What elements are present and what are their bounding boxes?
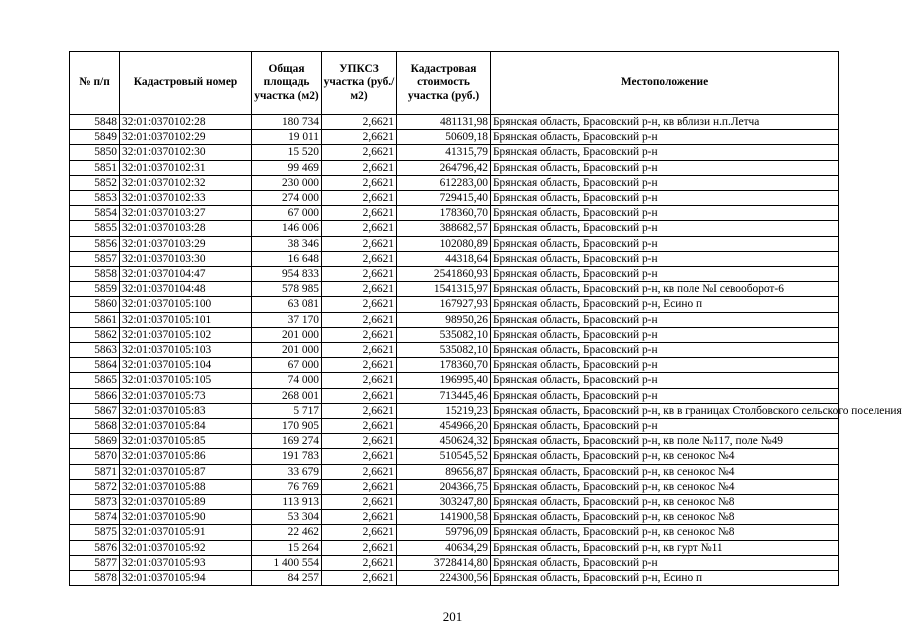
cell-area: 274 000: [252, 191, 322, 206]
cell-cadastral-number: 32:01:0370103:27: [120, 206, 252, 221]
cell-cost: 59796,09: [397, 525, 491, 540]
table-row: [70, 191, 839, 206]
cell-location: Брянская область, Брасовский р-н: [491, 191, 839, 206]
cell-rate: 2,6621: [322, 327, 397, 342]
cell-rate: 2,6621: [322, 282, 397, 297]
cell-cadastral-number: 32:01:0370105:87: [120, 464, 252, 479]
cell-cost: 264796,42: [397, 160, 491, 175]
cell-location: Брянская область, Брасовский р-н: [491, 358, 839, 373]
cell-cost: 729415,40: [397, 191, 491, 206]
cell-location: Брянская область, Брасовский р-н, кв сенокос №4: [491, 479, 839, 494]
cell-rate: 2,6621: [322, 343, 397, 358]
cell-cadastral-number: 32:01:0370103:29: [120, 236, 252, 251]
cell-rate: 2,6621: [322, 449, 397, 464]
cell-location: Брянская область, Брасовский р-н: [491, 221, 839, 236]
cell-num: 5873: [70, 495, 120, 510]
cell-area: 74 000: [252, 373, 322, 388]
cell-area: 201 000: [252, 343, 322, 358]
cell-rate: 2,6621: [322, 403, 397, 418]
table-row: [70, 221, 839, 236]
cell-num: 5855: [70, 221, 120, 236]
cell-cost: 44318,64: [397, 251, 491, 266]
cell-rate: 2,6621: [322, 419, 397, 434]
header-location: Местоположение: [491, 52, 839, 115]
cell-location: Брянская область, Брасовский р-н, кв вблизи н.п.Летча: [491, 115, 839, 130]
cell-area: 169 274: [252, 434, 322, 449]
cell-location: Брянская область, Брасовский р-н: [491, 145, 839, 160]
cell-cadastral-number: 32:01:0370105:104: [120, 358, 252, 373]
table-row: [70, 449, 839, 464]
cell-num: 5874: [70, 510, 120, 525]
cell-cadastral-number: 32:01:0370105:90: [120, 510, 252, 525]
cell-num: 5861: [70, 312, 120, 327]
cell-num: 5849: [70, 130, 120, 145]
cell-cadastral-number: 32:01:0370105:86: [120, 449, 252, 464]
cell-location: Брянская область, Брасовский р-н, кв сенокос №8: [491, 525, 839, 540]
table-row: [70, 525, 839, 540]
cell-num: 5872: [70, 479, 120, 494]
cell-num: 5854: [70, 206, 120, 221]
table-row: [70, 358, 839, 373]
table-row: [70, 479, 839, 494]
cell-area: 954 833: [252, 267, 322, 282]
cell-location: Брянская область, Брасовский р-н: [491, 312, 839, 327]
cell-rate: 2,6621: [322, 236, 397, 251]
cell-location: Брянская область, Брасовский р-н: [491, 175, 839, 190]
cell-cadastral-number: 32:01:0370102:31: [120, 160, 252, 175]
cell-cost: 102080,89: [397, 236, 491, 251]
table-row: [70, 571, 839, 586]
table-row: [70, 115, 839, 130]
cell-cost: 40634,29: [397, 540, 491, 555]
cell-cost: 141900,58: [397, 510, 491, 525]
cell-num: 5852: [70, 175, 120, 190]
cell-cadastral-number: 32:01:0370102:28: [120, 115, 252, 130]
cell-cost: 450624,32: [397, 434, 491, 449]
cell-cadastral-number: 32:01:0370105:92: [120, 540, 252, 555]
cell-area: 15 520: [252, 145, 322, 160]
cell-area: 268 001: [252, 388, 322, 403]
cell-area: 170 905: [252, 419, 322, 434]
cell-cost: 535082,10: [397, 327, 491, 342]
table-row: [70, 236, 839, 251]
cell-location: Брянская область, Брасовский р-н: [491, 555, 839, 570]
cell-cadastral-number: 32:01:0370105:85: [120, 434, 252, 449]
cell-cost: 510545,52: [397, 449, 491, 464]
cell-cadastral-number: 32:01:0370105:93: [120, 555, 252, 570]
cell-location: Брянская область, Брасовский р-н, Есино п: [491, 571, 839, 586]
cell-num: 5850: [70, 145, 120, 160]
cell-area: 67 000: [252, 206, 322, 221]
cell-num: 5865: [70, 373, 120, 388]
cell-cadastral-number: 32:01:0370105:105: [120, 373, 252, 388]
cell-rate: 2,6621: [322, 358, 397, 373]
table-row: [70, 464, 839, 479]
table-row: [70, 145, 839, 160]
cell-location: Брянская область, Брасовский р-н: [491, 236, 839, 251]
cell-area: 191 783: [252, 449, 322, 464]
cell-rate: 2,6621: [322, 373, 397, 388]
cell-cost: 41315,79: [397, 145, 491, 160]
cell-rate: 2,6621: [322, 130, 397, 145]
cell-cadastral-number: 32:01:0370105:102: [120, 327, 252, 342]
cell-rate: 2,6621: [322, 251, 397, 266]
cell-location: Брянская область, Брасовский р-н: [491, 343, 839, 358]
cell-cost: 1541315,97: [397, 282, 491, 297]
cell-rate: 2,6621: [322, 160, 397, 175]
cell-cadastral-number: 32:01:0370102:30: [120, 145, 252, 160]
cell-location: Брянская область, Брасовский р-н, кв сенокос №4: [491, 449, 839, 464]
table-row: [70, 175, 839, 190]
table-row: [70, 434, 839, 449]
cell-location: Брянская область, Брасовский р-н: [491, 160, 839, 175]
cell-rate: 2,6621: [322, 297, 397, 312]
table-row: [70, 540, 839, 555]
table-row: [70, 160, 839, 175]
cell-num: 5851: [70, 160, 120, 175]
cell-rate: 2,6621: [322, 145, 397, 160]
table-row: [70, 388, 839, 403]
cell-location: Брянская область, Брасовский р-н, кв сенокос №4: [491, 464, 839, 479]
cell-cost: 454966,20: [397, 419, 491, 434]
table-row: [70, 327, 839, 342]
cell-num: 5848: [70, 115, 120, 130]
header-cost: Кадастровая стоимость участка (руб.): [397, 52, 491, 115]
cell-cost: 196995,40: [397, 373, 491, 388]
cell-cost: 15219,23: [397, 403, 491, 418]
cell-cadastral-number: 32:01:0370102:29: [120, 130, 252, 145]
cell-area: 113 913: [252, 495, 322, 510]
cell-cost: 178360,70: [397, 206, 491, 221]
table-body: [70, 115, 902, 586]
cell-cost: 388682,57: [397, 221, 491, 236]
cell-area: 84 257: [252, 571, 322, 586]
table-row: [70, 555, 839, 570]
table-row: [70, 251, 839, 266]
cell-cost: 178360,70: [397, 358, 491, 373]
table-row: [70, 282, 839, 297]
cell-rate: 2,6621: [322, 540, 397, 555]
page-number: 201: [442, 609, 463, 624]
cell-area: 578 985: [252, 282, 322, 297]
cell-location: Брянская область, Брасовский р-н: [491, 267, 839, 282]
cell-cadastral-number: 32:01:0370105:94: [120, 571, 252, 586]
table-row: [70, 419, 839, 434]
cell-num: 5857: [70, 251, 120, 266]
cell-cost: 713445,46: [397, 388, 491, 403]
cell-location: Брянская область, Брасовский р-н: [491, 388, 839, 403]
table-row: [70, 510, 839, 525]
table-row: [70, 206, 839, 221]
cell-area: 19 011: [252, 130, 322, 145]
cell-area: 15 264: [252, 540, 322, 555]
cell-num: 5878: [70, 571, 120, 586]
cell-cadastral-number: 32:01:0370105:83: [120, 403, 252, 418]
cell-rate: 2,6621: [322, 495, 397, 510]
table-row: [70, 130, 839, 145]
cell-num: 5853: [70, 191, 120, 206]
cell-num: 5856: [70, 236, 120, 251]
cell-num: 5860: [70, 297, 120, 312]
cell-num: 5869: [70, 434, 120, 449]
cell-area: 99 469: [252, 160, 322, 175]
cell-rate: 2,6621: [322, 267, 397, 282]
cell-cost: 98950,26: [397, 312, 491, 327]
cell-rate: 2,6621: [322, 464, 397, 479]
cell-rate: 2,6621: [322, 175, 397, 190]
cell-cost: 535082,10: [397, 343, 491, 358]
table-row: [70, 403, 839, 418]
cell-cadastral-number: 32:01:0370102:32: [120, 175, 252, 190]
cell-location: Брянская область, Брасовский р-н: [491, 206, 839, 221]
cell-area: 53 304: [252, 510, 322, 525]
cell-cadastral-number: 32:01:0370105:100: [120, 297, 252, 312]
cell-cadastral-number: 32:01:0370105:88: [120, 479, 252, 494]
cell-cost: 2541860,93: [397, 267, 491, 282]
cell-area: 16 648: [252, 251, 322, 266]
cell-rate: 2,6621: [322, 525, 397, 540]
cell-cost: 481131,98: [397, 115, 491, 130]
cell-rate: 2,6621: [322, 221, 397, 236]
cell-area: 33 679: [252, 464, 322, 479]
cell-num: 5876: [70, 540, 120, 555]
cell-cost: 224300,56: [397, 571, 491, 586]
cadastral-table: [69, 51, 902, 586]
cell-location: Брянская область, Брасовский р-н, кв сенокос №8: [491, 495, 839, 510]
cell-cost: 50609,18: [397, 130, 491, 145]
header-rate: УПКСЗ участка (руб./м2): [322, 52, 397, 115]
cell-cadastral-number: 32:01:0370105:73: [120, 388, 252, 403]
cell-cadastral-number: 32:01:0370103:28: [120, 221, 252, 236]
cell-area: 146 006: [252, 221, 322, 236]
cell-area: 37 170: [252, 312, 322, 327]
cell-cost: 303247,80: [397, 495, 491, 510]
table-row: [70, 267, 839, 282]
cell-cost: 89656,87: [397, 464, 491, 479]
cell-num: 5866: [70, 388, 120, 403]
cell-area: 5 717: [252, 403, 322, 418]
cell-num: 5862: [70, 327, 120, 342]
cell-location: Брянская область, Брасовский р-н, кв поле №I севооборот-6: [491, 282, 839, 297]
cell-cadastral-number: 32:01:0370105:89: [120, 495, 252, 510]
cell-num: 5877: [70, 555, 120, 570]
cell-num: 5870: [70, 449, 120, 464]
table-row: [70, 297, 839, 312]
cell-rate: 2,6621: [322, 434, 397, 449]
cell-rate: 2,6621: [322, 191, 397, 206]
cell-area: 67 000: [252, 358, 322, 373]
cell-rate: 2,6621: [322, 206, 397, 221]
table-row: [70, 495, 839, 510]
cell-num: 5863: [70, 343, 120, 358]
cell-area: 1 400 554: [252, 555, 322, 570]
cell-area: 201 000: [252, 327, 322, 342]
cell-rate: 2,6621: [322, 312, 397, 327]
cell-cadastral-number: 32:01:0370105:84: [120, 419, 252, 434]
table-row: [70, 343, 839, 358]
table-header-row: [70, 52, 839, 115]
cell-num: 5868: [70, 419, 120, 434]
cell-rate: 2,6621: [322, 115, 397, 130]
table-row: [70, 373, 839, 388]
cell-cost: 612283,00: [397, 175, 491, 190]
cell-cadastral-number: 32:01:0370104:47: [120, 267, 252, 282]
cell-location: Брянская область, Брасовский р-н, кв в границах Столбовского сельского поселения: [491, 403, 839, 418]
cell-cadastral-number: 32:01:0370103:30: [120, 251, 252, 266]
cell-area: 38 346: [252, 236, 322, 251]
cell-location: Брянская область, Брасовский р-н, кв сенокос №8: [491, 510, 839, 525]
cell-rate: 2,6621: [322, 388, 397, 403]
cell-rate: 2,6621: [322, 479, 397, 494]
cell-location: Брянская область, Брасовский р-н: [491, 419, 839, 434]
cell-num: 5875: [70, 525, 120, 540]
cell-cost: 3728414,80: [397, 555, 491, 570]
cell-cadastral-number: 32:01:0370105:101: [120, 312, 252, 327]
cell-cadastral-number: 32:01:0370105:103: [120, 343, 252, 358]
cell-area: 76 769: [252, 479, 322, 494]
cell-area: 22 462: [252, 525, 322, 540]
cell-cadastral-number: 32:01:0370105:91: [120, 525, 252, 540]
cell-cadastral-number: 32:01:0370104:48: [120, 282, 252, 297]
cell-location: Брянская область, Брасовский р-н: [491, 327, 839, 342]
header-cadastral-number: Кадастровый номер: [120, 52, 252, 115]
cell-cost: 167927,93: [397, 297, 491, 312]
cell-location: Брянская область, Брасовский р-н, кв поле №117, поле №49: [491, 434, 839, 449]
cell-rate: 2,6621: [322, 571, 397, 586]
cell-area: 63 081: [252, 297, 322, 312]
cell-location: Брянская область, Брасовский р-н: [491, 373, 839, 388]
cell-location: Брянская область, Брасовский р-н, Есино п: [491, 297, 839, 312]
cell-num: 5859: [70, 282, 120, 297]
cell-num: 5858: [70, 267, 120, 282]
cell-num: 5864: [70, 358, 120, 373]
cell-area: 230 000: [252, 175, 322, 190]
cell-location: Брянская область, Брасовский р-н: [491, 130, 839, 145]
table-row: [70, 312, 839, 327]
cell-num: 5871: [70, 464, 120, 479]
cell-location: Брянская область, Брасовский р-н: [491, 251, 839, 266]
cell-rate: 2,6621: [322, 510, 397, 525]
cell-location: Брянская область, Брасовский р-н, кв гурт №11: [491, 540, 839, 555]
cell-cadastral-number: 32:01:0370102:33: [120, 191, 252, 206]
cell-cost: 204366,75: [397, 479, 491, 494]
cell-area: 180 734: [252, 115, 322, 130]
cell-rate: 2,6621: [322, 555, 397, 570]
cell-num: 5867: [70, 403, 120, 418]
header-area: Общая площадь участка (м2): [252, 52, 322, 115]
header-num: № п/п: [70, 52, 120, 115]
